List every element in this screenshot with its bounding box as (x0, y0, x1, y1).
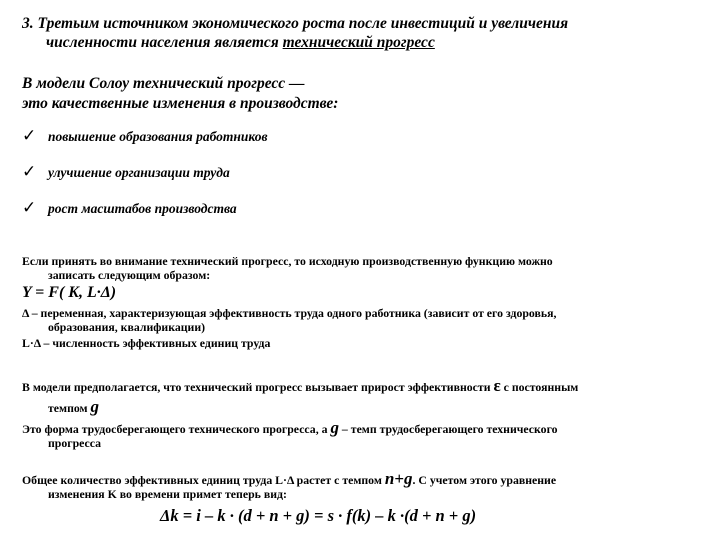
section-heading (22, 14, 712, 52)
checkmark-icon: ✓ (22, 126, 37, 146)
heading-number: 3. (22, 15, 34, 32)
paragraph-capital-dynamics: Общее количество эффективных единиц труда L·Δ растет с темпом n+g. С учетом этого уравнение изменения K во времени примет теперь вид: (22, 469, 557, 501)
g-symbol: g (90, 397, 100, 416)
definition-effective-labor: L·Δ – численность эффективных единиц труда (22, 336, 271, 350)
checkmark-icon: ✓ (22, 162, 37, 182)
heading-line1: Третьим источником экономического роста после инвестиций и увеличения (37, 15, 569, 32)
formula-capital-accumulation: Δk = i – k · (d + n + g) = s · f(k) – k ·(d + n + g) (160, 506, 477, 525)
g-symbol: g (330, 418, 339, 437)
checkmark-icon: ✓ (22, 198, 37, 218)
intro-text (22, 74, 712, 114)
intro-line1: В модели Солоу технический прогресс — (22, 75, 305, 92)
paragraph-production-function: Если принять во внимание технический прогресс, то исходную производственную функцию можно записать следующим образом: (22, 254, 553, 282)
checklist-item-label: повышение образования работников (48, 129, 268, 144)
n-plus-g-symbol: n+g (384, 469, 413, 488)
formula-production-function: Y = F( K, L·Δ) (22, 284, 117, 301)
heading-line2: численности населения является (46, 34, 279, 51)
paragraph-efficiency-growth: В модели предполагается, что технический прогресс вызывает прирост эффективности ε с постоянным темпом g (22, 376, 579, 416)
checklist-item-label: улучшение организации труда (48, 165, 230, 180)
epsilon-symbol: ε (493, 376, 501, 395)
paragraph-labor-saving: Это форма трудосберегающего технического прогресса, а g – темп трудосберегающего технического прогресса (22, 418, 558, 450)
intro-line2: это качественные изменения в производстве: (22, 95, 339, 112)
checklist-item-label: рост масштабов производства (48, 201, 237, 216)
heading-underlined-term: технический прогресс (282, 34, 435, 51)
definition-delta: Δ – переменная, характеризующая эффективность труда одного работника (зависит от его здоровья, образования, квалификации) (22, 306, 557, 334)
checklist-item (22, 199, 237, 218)
checklist-item (22, 127, 268, 146)
checklist-item (22, 163, 230, 182)
